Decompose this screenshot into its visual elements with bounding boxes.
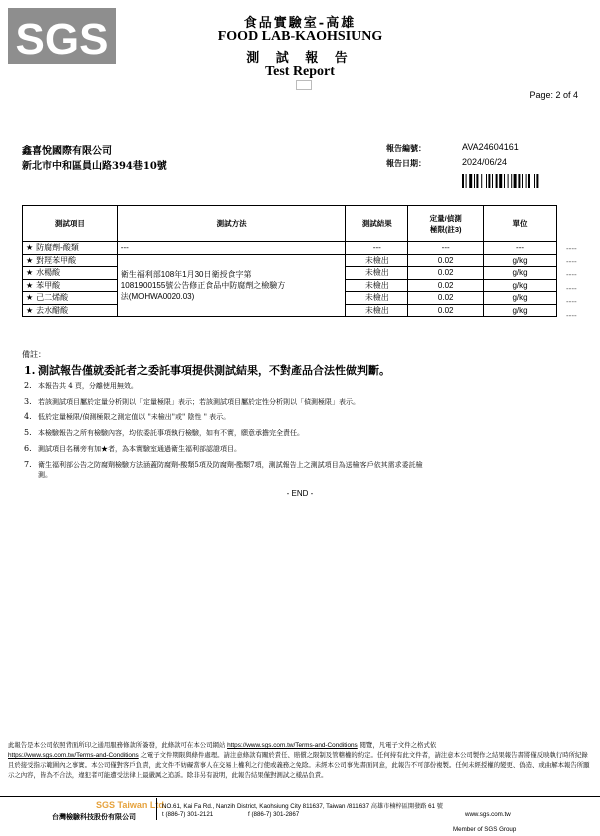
footer-website[interactable]: www.sgs.com.tw [465,811,511,818]
footer-divider [0,796,600,797]
star-icon: ★ [26,280,34,290]
report-date-label: 報告日期： [386,158,426,168]
footer-address: NO.61, Kai Fa Rd., Nanzih District, Kaohsiung City 811637, Taiwan /811637 高雄市楠梓區開發路 61 號 [162,803,443,810]
footer-separator [156,798,157,820]
row-unit: g/kg [484,292,557,305]
row-limit: 0.02 [408,292,484,305]
row-unit: g/kg [484,267,557,280]
header-limit-line1: 定量/偵測 [429,213,462,223]
header-test-item: 測試項目 [23,206,118,242]
row-item: ★ 水楊酸 [23,267,118,280]
row-limit: 0.02 [408,279,484,292]
side-mark: ---- [566,270,577,279]
method-line3: 法(MOHWA0020.03) [120,291,195,301]
row-unit: g/kg [484,279,557,292]
client-address: 新北市中和區員山路394巷10號 [22,161,167,172]
side-mark: ---- [566,284,577,293]
star-icon: ★ [26,268,34,278]
row-item: ★ 己二烯酸 [23,292,118,305]
row-unit: g/kg [484,304,557,317]
table-header-row [23,206,557,242]
method-description [117,254,346,317]
row-item: ★ 去水醋酸 [23,304,118,317]
footer-fax: f (886-7) 301-2867 [248,811,300,818]
row-method: --- [117,242,346,255]
disclaimer: 此報告是本公司依照背面所印之通用服務條款所簽發，此條款可在本公司網站 https://www.sgs.com.tw/Terms-and-Conditions 閱覽，凡電子文件之格式依 https://www.sgs.com.tw/Terms-and-Conditions 之電子文件期限與條件處理。請注意條款有關於責任、賠償之限制及管轄權的約定。任何持有此文件者，請注意本公司製作之結果報告書將僅反映執行時所紀錄且於接受指示範圍內之事實。本公司僅對客戶負責，此文件不妨礙當事人在交易上權利之行使或義務之免除。未經本公司事先書面同意，此報告不可部份複製。任何未經授權的變更、偽造、或曲解本報告所顯示之內容，皆為不合法，違犯者可能遭受法律上最嚴厲之追訴。除非另有說明，此報告結果僅對測試之樣品負責。 [8,742,590,779]
footer-company-en: SGS Taiwan Ltd. [96,800,167,810]
row-result: 未檢出 [346,267,408,280]
row-item: ★ 對羥苯甲酸 [23,254,118,267]
lab-name-zh: 食品實驗室-高雄 [243,16,357,31]
table-row [23,254,557,267]
note-item: 2. 本報告共 4 頁，分離使用無效。 [24,381,138,390]
sgs-logo-text: SGS [15,15,109,64]
results-table [22,205,557,317]
footer-company-zh: 台灣檢驗科技股份有限公司 [52,812,136,821]
lab-name-en: FOOD LAB-KAOHSIUNG [217,29,383,44]
header-limit-line2: 極限(註3) [429,224,462,234]
footer-telephone: t (886-7) 301-2121 [162,811,214,818]
note-item: 6. 測試項目名稱旁有加★者，為本實驗室通過衛生福利部認證項目。 [24,444,241,453]
method-line2: 1081900155號公告修正食品中防腐劑之檢驗方 [120,280,286,290]
row-result: 未檢出 [346,279,408,292]
header-limit [408,206,484,242]
header-test-method: 測試方法 [117,206,346,242]
row-result: 未檢出 [346,292,408,305]
header-box [296,80,312,90]
report-number-value: AVA24604161 [462,142,519,152]
row-item: ★ 防腐劑-酸類 [23,242,118,255]
row-unit: g/kg [484,254,557,267]
report-title-zh: 測 試 報 告 [246,51,354,66]
row-result: 未檢出 [346,304,408,317]
star-icon: ★ [26,255,34,265]
row-unit: --- [484,242,557,255]
row-limit: 0.02 [408,267,484,280]
row-result: 未檢出 [346,254,408,267]
method-line1: 衛生福利部108年1月30日衛授食字第 [120,269,252,279]
report-barcode [462,174,566,188]
side-mark: ---- [566,297,577,306]
row-limit: --- [408,242,484,255]
note-item: 7. 衛生福利部公告之防腐劑檢驗方法涵蓋防腐劑-酸類5項及防腐劑-酯類7項，測試報告上之測試項目為送檢客戶依其需求委託檢 測。 [24,460,423,479]
footer-member: Member of SGS Group [453,826,517,833]
side-mark: ---- [566,244,577,253]
note-item: 5. 本檢驗報告之所有檢驗內容，均依委託事項執行檢驗，如有不實，願意承擔完全責任。 [24,428,304,437]
notes-title: 備註： [22,350,46,359]
terms-link[interactable]: https://www.sgs.com.tw/Terms-and-Conditions [8,752,139,759]
row-item: ★ 苯甲酸 [23,279,118,292]
header-test-result: 測試結果 [346,206,408,242]
header-unit: 單位 [484,206,557,242]
star-icon: ★ [26,305,34,315]
star-icon: ★ [26,243,34,253]
row-limit: 0.02 [408,304,484,317]
report-title-en: Test Report [265,64,335,79]
row-result: --- [346,242,408,255]
client-name: 鑫喜悅國際有限公司 [22,146,112,157]
note-item: 3. 若該測試項目屬於定量分析則以「定量極限」表示；若該測試項目屬於定性分析則以「偵測極限」表示。 [24,397,360,406]
row-limit: 0.02 [408,254,484,267]
report-number-label: 報告編號： [386,143,426,153]
terms-link[interactable]: https://www.sgs.com.tw/Terms-and-Conditions [227,742,358,749]
sgs-logo [8,8,116,64]
report-date-value: 2024/06/24 [462,157,508,167]
table-row [23,242,557,255]
note-item: 1. 測試報告僅就委託者之委託事項提供測試結果，不對產品合法性做判斷。 [24,364,390,377]
note-item: 4. 低於定量極限/偵測極限之測定值以 "未檢出"或" 陰性 " 表示。 [24,412,231,421]
side-mark: ---- [566,311,577,320]
end-marker: - END - [286,489,314,498]
star-icon: ★ [26,293,34,303]
page-number: Page: 2 of 4 [529,90,578,100]
side-mark: ---- [566,257,577,266]
